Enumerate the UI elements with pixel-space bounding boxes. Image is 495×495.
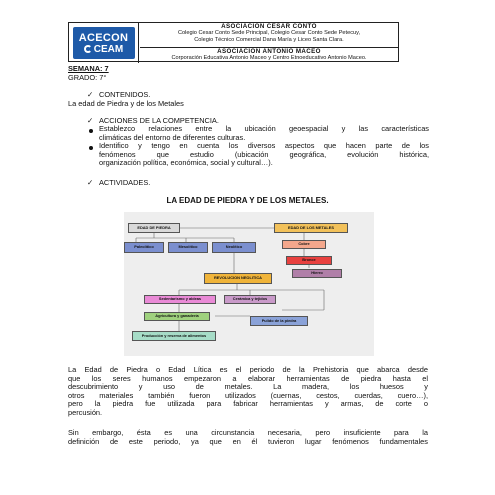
acecon-ceam-logo <box>69 23 139 63</box>
org1-line2: Colegio Técnico Comercial Dana María y Liceo Santa Clara. <box>194 36 344 43</box>
metal-age-box: EDAD DE LOS METALES <box>274 223 348 233</box>
stone-age-box: EDAD DE PIEDRA <box>128 223 180 233</box>
food-production-box: Producción y reserva de alimentos <box>132 331 216 341</box>
diagram-heading: LA EDAD DE PIEDRA Y DE LOS METALES. <box>166 196 329 205</box>
semana-label: SEMANA: 7 <box>68 64 109 73</box>
sedentism-box: Sedentarismo y aldeas <box>144 295 216 304</box>
contenidos-label: CONTENIDOS. <box>99 90 151 99</box>
contenidos-text: La edad de Piedra y de los Metales <box>68 99 184 108</box>
mesolithic-box: Mesolítico <box>168 242 208 253</box>
paragraph-stone-age: La Edad de Piedra o Edad Lítica es el periodo de la Prehistoria que abarca desde que los seres humanos empezaron a elaborar herramientas de piedra hasta el descubrimiento y uso de metales. La madera, los huesos y otros materiales también fueron utilizados (cuernas, cestos, cuerdas, cuero…), pero la piedra fue utilizada para fabricar herramientas y armas, de corte o percusión. <box>68 365 428 417</box>
ceramics-box: Cerámica y tejidos <box>224 295 276 304</box>
org1-line1: Colegio Cesar Conto Sede Principal, Colegio Cesar Conto Sede Petecuy, <box>177 30 361 37</box>
checkmark-icon: ✓ <box>87 90 94 99</box>
bullet-icon <box>89 146 93 150</box>
copper-box: Cobre <box>282 240 326 249</box>
logo-bottom-text: CEAM <box>93 43 124 55</box>
bullet-icon <box>89 129 93 133</box>
logo-top-text: ACECON <box>78 31 129 44</box>
paragraph-definition: Sin embargo, ésta es una circunstancia necesaria, pero insuficiente para la definición de este periodo, ya que en él tuvieron lugar fenómenos fundamentales <box>68 428 428 446</box>
org1-title: ASOCIACION CESAR CONTO <box>221 23 317 30</box>
competencia-bullet2: Identifico y tengo en cuenta los diversos aspectos que hacen parte de los fenómenos que estudio (ubicación geográfica, evolución histórica, organización política, económica, social y cultural…). <box>99 141 429 168</box>
grado-label: GRADO: 7° <box>68 73 107 82</box>
document-header <box>68 22 399 62</box>
neolithic-box: Neolítico <box>212 242 256 253</box>
swoosh-icon <box>84 45 92 53</box>
iron-box: Hierro <box>292 269 342 278</box>
org2-line1: Corporación Educativa Antonio Maceo y Centro Etnoeducativo Antonio Maceo. <box>171 55 367 62</box>
agriculture-box: Agricultura y ganadería <box>144 312 210 321</box>
competencia-bullet1: Establezco relaciones entre la ubicación geoespacial y las características climáticas del entorno de diferentes culturas. <box>99 124 429 142</box>
bronze-box: Bronce <box>286 256 332 265</box>
checkmark-icon: ✓ <box>87 116 94 125</box>
org2-title: ASOCIACION ANTONIO MACEO <box>217 48 321 55</box>
competencia-label: ACCIONES DE LA COMPETENCIA. <box>99 116 219 125</box>
checkmark-icon: ✓ <box>87 178 94 187</box>
polished-stone-box: Pulido de la piedra <box>250 316 308 326</box>
neolithic-revolution-box: REVOLUCION NEOLITICA <box>204 273 272 284</box>
stone-metal-age-diagram <box>124 212 374 356</box>
actividades-label: ACTIVIDADES. <box>99 178 151 187</box>
paleolithic-box: Paleolítico <box>124 242 164 253</box>
